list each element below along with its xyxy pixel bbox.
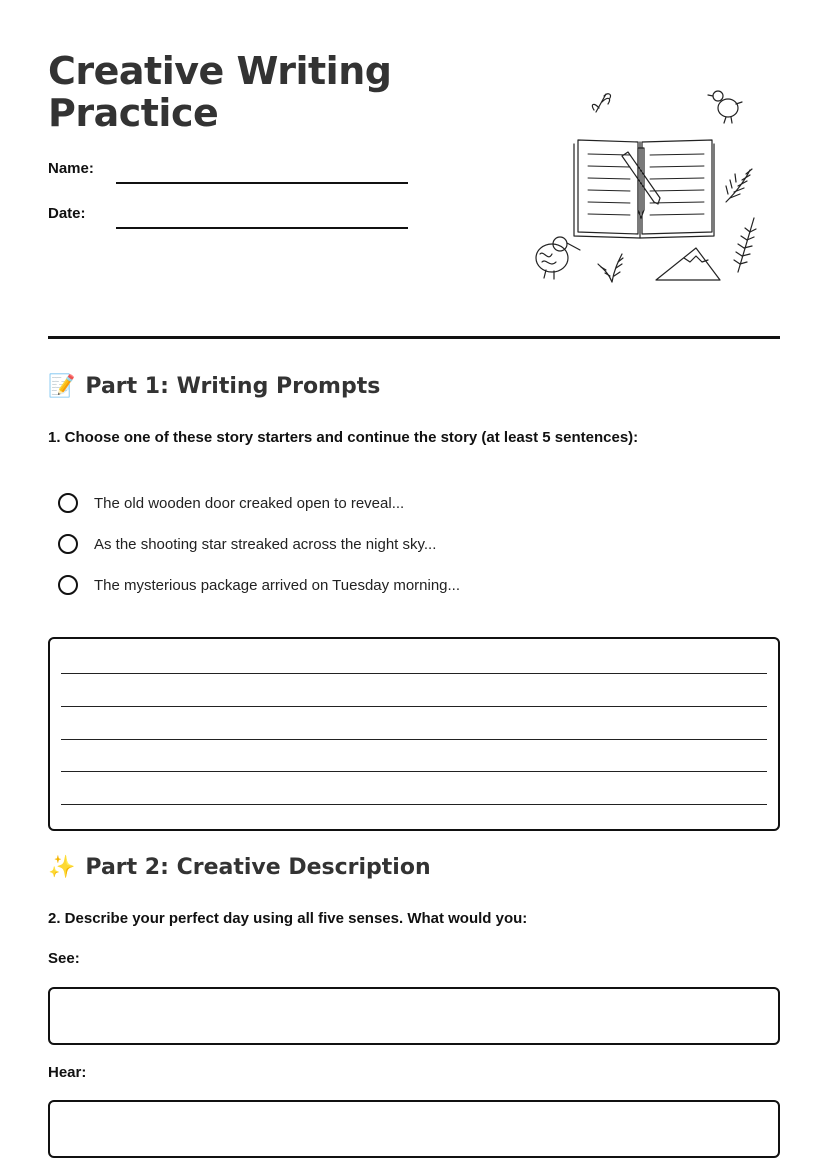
fern-icon-small (598, 254, 623, 282)
radio-button[interactable] (58, 534, 78, 554)
radio-button[interactable] (58, 575, 78, 595)
name-line[interactable] (116, 182, 408, 184)
story-option-1[interactable] (58, 491, 404, 515)
hear-label: Hear: (48, 1064, 87, 1081)
part2-title-text: Part 2: Creative Description (85, 855, 431, 880)
writing-line (61, 673, 767, 674)
memo-icon: 📝 (48, 374, 76, 399)
name-field[interactable] (48, 160, 408, 190)
leaf-icon (592, 94, 610, 112)
kiwi-bird-icon (536, 237, 580, 279)
writing-line (61, 739, 767, 740)
option-text: As the shooting star streaked across the night sky... (94, 535, 437, 553)
page-title (48, 50, 391, 134)
option-text: The mysterious package arrived on Tuesday morning... (94, 576, 461, 594)
sparkles-icon: ✨ (48, 855, 76, 880)
fern-icon-lower (734, 218, 756, 272)
part1-title-text: Part 1: Writing Prompts (85, 374, 381, 399)
book-illustration-icon (532, 82, 762, 292)
date-line[interactable] (116, 227, 408, 229)
bird-icon (708, 91, 742, 123)
title-line-2: Practice (48, 91, 219, 135)
see-label: See: (48, 950, 80, 967)
writing-line (61, 804, 767, 805)
title-line-1: Creative Writing (48, 49, 392, 93)
story-option-3[interactable] (58, 573, 460, 597)
question-2: 2. Describe your perfect day using all five senses. What would you: (48, 910, 528, 927)
name-label: Name: (48, 160, 94, 177)
writing-line (61, 771, 767, 772)
book-pencil-icon (574, 140, 714, 238)
part1-title (48, 374, 380, 399)
story-answer-box[interactable] (48, 637, 780, 831)
story-option-2[interactable] (58, 532, 436, 556)
see-answer-box[interactable] (48, 987, 780, 1045)
option-text: The old wooden door creaked open to reveal... (94, 494, 405, 512)
worksheet-page (48, 0, 780, 1118)
radio-button[interactable] (58, 493, 78, 513)
date-field[interactable] (48, 205, 408, 235)
hear-answer-box[interactable] (48, 1100, 780, 1158)
fern-icon (726, 169, 752, 202)
writing-line (61, 706, 767, 707)
question-1: 1. Choose one of these story starters and continue the story (at least 5 sentences): (48, 429, 639, 446)
section-divider (48, 336, 780, 339)
date-label: Date: (48, 205, 86, 222)
mountain-icon (656, 248, 720, 280)
part2-title (48, 855, 431, 880)
